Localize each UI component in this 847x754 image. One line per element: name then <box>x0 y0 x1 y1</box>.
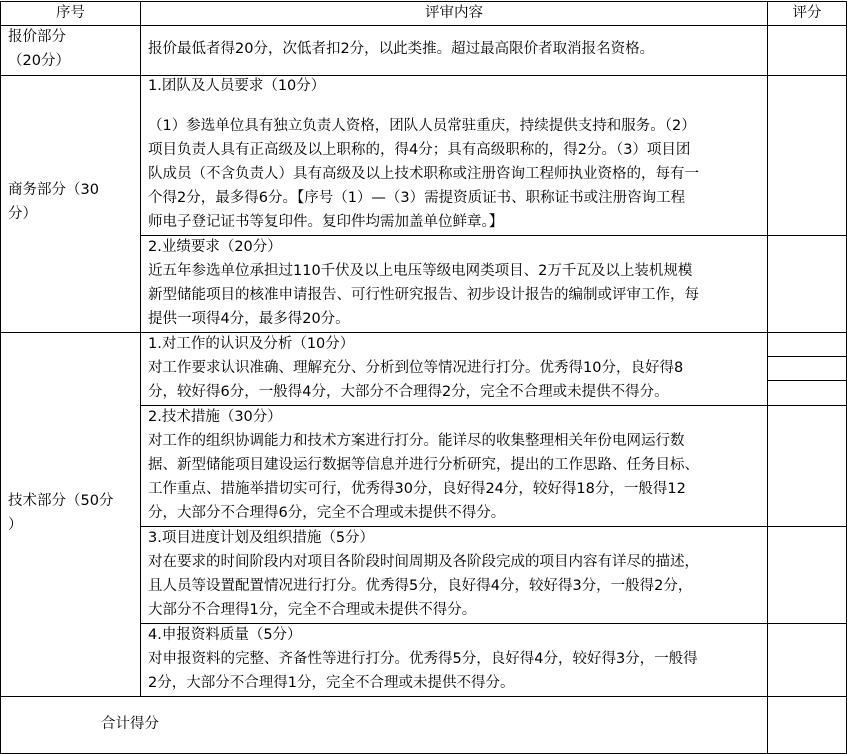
grid-line <box>0 1 1 754</box>
schedule-line: 大部分不合理得1分，完全不合理或未提供不得分。 <box>148 602 477 618</box>
price-criteria: 报价最低者得20分，次低者扣2分，以此类推。超过最高限价者取消报名资格。 <box>148 41 655 57</box>
category-price-line2: （20分） <box>8 53 70 69</box>
category-business-line2: 分） <box>8 206 37 222</box>
team-requirement-line: 队成员（不含负责人）具有高级及以上技术职称或注册咨询工程师执业资格的，每有一 <box>148 166 699 182</box>
schedule-line: 且人员等设置配置情况进行打分。优秀得5分，良好得4分，较好得3分，一般得2分， <box>148 578 693 594</box>
understanding-line: 分，较好得6分，一般得4分，大部分不合理得2分，完全不合理或未提供不得分。 <box>148 384 669 400</box>
quality-line: 2分，大部分不合理得1分，完全不合理或未提供不得分。 <box>148 675 515 691</box>
performance-requirement-line: 近五年参选单位承担过110千伏及以上电压等级电网类项目、2万千瓦及以上装机规模 <box>148 263 693 279</box>
header-seq: 序号 <box>56 5 85 21</box>
category-technical-line2: ） <box>8 517 23 533</box>
schedule-line: 对在要求的时间阶段内对项目各阶段时间周期及各阶段完成的项目内容有详尽的描述， <box>148 554 699 570</box>
understanding-title: 1.对工作的认识及分析（10分） <box>148 336 355 352</box>
category-business-line1: 商务部分（30 <box>8 182 99 198</box>
team-requirement-line: 项目负责人具有正高级及以上职称的，得4分；具有高级职称的，得2分。（3）项目团 <box>148 142 691 158</box>
total-score-label: 合计得分 <box>101 716 159 732</box>
grid-line <box>0 696 847 697</box>
team-requirement-line: （1）参选单位具有独立负责人资格，团队人员常驻重庆，持续提供支持和服务。（2） <box>148 118 696 134</box>
measures-title: 2.技术措施（30分） <box>148 409 282 425</box>
grid-line <box>0 75 847 76</box>
header-score: 评分 <box>792 5 822 21</box>
measures-line: 据、新型储能项目建设运行数据等信息并进行分析研究，提出的工作思路、任务目标、 <box>148 457 699 473</box>
grid-line <box>767 356 847 357</box>
grid-line <box>767 380 847 381</box>
team-requirement-line: 师电子登记证书等复印件。复印件均需加盖单位鲜章。】 <box>148 214 504 230</box>
understanding-line: 对工作要求认识准确、理解充分、分析到位等情况进行打分。优秀得10分，良好得8 <box>148 360 684 376</box>
performance-requirement-line: 提供一项得4分，最多得20分。 <box>148 311 350 327</box>
performance-requirement-title: 2.业绩要求（20分） <box>148 239 282 255</box>
performance-requirement-line: 新型储能项目的核准申请报告、可行性研究报告、初步设计报告的编制或评审工作，每 <box>148 287 699 303</box>
header-content: 评审内容 <box>425 5 483 21</box>
measures-line: 工作重点、措施举措切实可行，优秀得30分，良好得24分，较好得18分，一般得12 <box>148 481 686 497</box>
quality-title: 4.申报资料质量（5分） <box>148 627 302 643</box>
grid-line <box>0 332 847 333</box>
quality-line: 对申报资料的完整、齐备性等进行打分。优秀得5分，良好得4分，较好得3分，一般得 <box>148 651 698 667</box>
team-requirement-line: 个得2分，最多得6分。【序号（1）—（3）需提资质证书、职称证书或注册咨询工程 <box>148 190 686 206</box>
schedule-title: 3.项目进度计划及组织措施（5分） <box>148 530 375 546</box>
measures-line: 对工作的组织协调能力和技术方案进行打分。能详尽的收集整理相关年份电网运行数 <box>148 433 685 449</box>
measures-line: 分，大部分不合理得6分，完全不合理或未提供不得分。 <box>148 505 506 521</box>
grid-line <box>140 1 141 696</box>
team-requirement-title: 1.团队及人员要求（10分） <box>148 78 326 94</box>
grid-line <box>0 25 847 26</box>
grid-line <box>767 1 768 754</box>
category-technical-line1: 技术部分（50分 <box>8 493 114 509</box>
category-price-line1: 报价部分 <box>8 29 66 45</box>
